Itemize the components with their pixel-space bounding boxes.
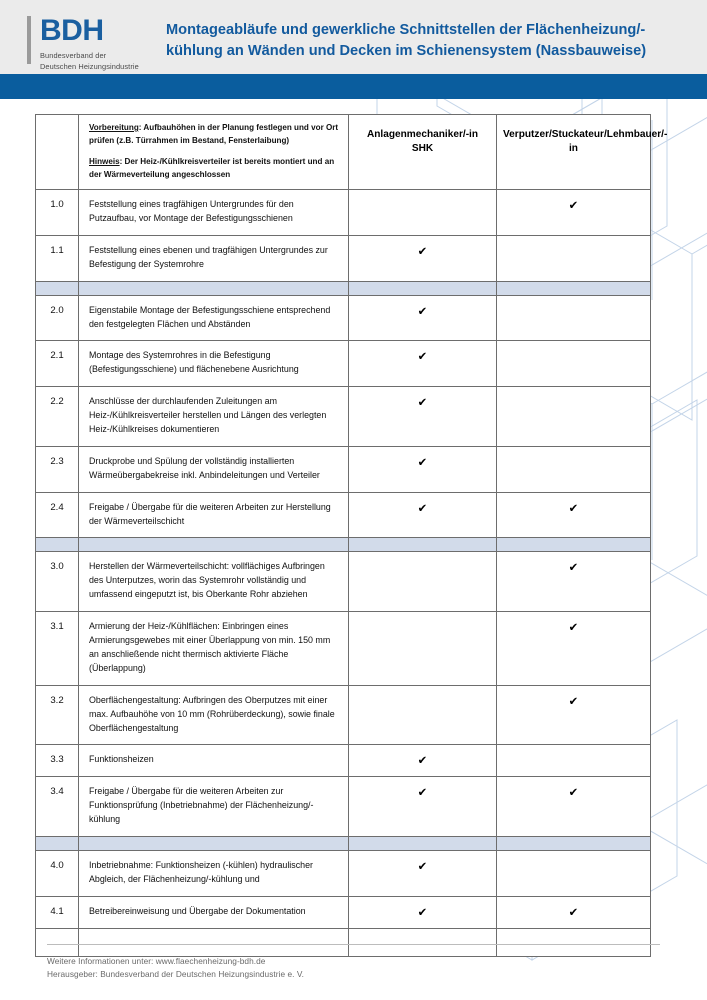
checkmark-shk[interactable]: ✔ [349,446,497,492]
table-row [36,341,651,387]
note-vorbereitung-text: : Aufbauhöhen in der Planung festlegen und vor Ort prüfen (z.B. Türrahmen im Bestand, Fensterlaibung) [89,123,339,145]
logo-accent-bar [27,16,31,64]
separator-cell [349,836,497,850]
header-cell-role-verputzer: Verputzer/Stuckateur/Lehmbauer/-in [497,115,651,190]
row-number: 4.1 [36,896,79,928]
note-hinweis [89,156,340,181]
row-description: Eigenstabile Montage der Befestigungsschiene entsprechend den festgelegten Flächen und Abständen [79,295,349,341]
row-description: Funktionsheizen [79,745,349,777]
checkmark-verputzer[interactable]: ✔ [497,552,651,612]
cell-shk-empty[interactable] [349,190,497,236]
cell-verputzer-empty[interactable] [497,295,651,341]
checkmark-shk[interactable]: ✔ [349,341,497,387]
table-separator-row [36,281,651,295]
checkmark-verputzer[interactable]: ✔ [497,777,651,837]
checkmark-verputzer[interactable]: ✔ [497,492,651,538]
note-vorbereitung-label: Vorbereitung [89,123,139,132]
cell-verputzer-empty[interactable] [497,446,651,492]
table-row [36,295,651,341]
row-description: Druckprobe und Spülung der vollständig installierten Wärmeübergabekreise inkl. Anbindeleitungen und Verteiler [79,446,349,492]
header-cell-note [79,115,349,190]
row-number: 2.1 [36,341,79,387]
table-row [36,685,651,745]
table-row [36,745,651,777]
row-description: Feststellung eines ebenen und tragfähigen Untergrundes zur Befestigung der Systemrohre [79,235,349,281]
cell-verputzer-empty[interactable] [497,850,651,896]
row-number: 3.4 [36,777,79,837]
checkmark-shk[interactable]: ✔ [349,745,497,777]
separator-cell [497,836,651,850]
cell-verputzer-empty[interactable] [497,235,651,281]
row-description: Freigabe / Übergabe für die weiteren Arbeiten zur Funktionsprüfung (Inbetriebnahme) der Flächenheizung/-kühlung [79,777,349,837]
separator-cell [497,538,651,552]
checkmark-verputzer[interactable]: ✔ [497,685,651,745]
checkmark-shk[interactable]: ✔ [349,387,497,447]
row-number: 3.3 [36,745,79,777]
table-row [36,777,651,837]
logo-subtitle-line1: Bundesverband der [40,51,107,60]
table-row [36,850,651,896]
separator-cell [79,836,349,850]
table-separator-row [36,538,651,552]
row-description: Inbetriebnahme: Funktionsheizen (-kühlen) hydraulischer Abgleich, der Flächenheizung/-kühlung und [79,850,349,896]
row-number: 3.0 [36,552,79,612]
header-cell-number [36,115,79,190]
checkmark-verputzer[interactable]: ✔ [497,896,651,928]
separator-cell [497,281,651,295]
row-number: 1.1 [36,235,79,281]
note-hinweis-text: : Der Heiz-/Kühlkreisverteiler ist bereits montiert und an der Wärmeverteilung angeschlossen [89,157,335,179]
footer-publisher-line: Herausgeber: Bundesverband der Deutschen Heizungsindustrie e. V. [47,968,305,979]
checkmark-shk[interactable]: ✔ [349,235,497,281]
checkmark-shk[interactable]: ✔ [349,850,497,896]
footer-divider [47,944,660,945]
row-number: 2.0 [36,295,79,341]
table-header-row [36,115,651,190]
checkmark-verputzer[interactable]: ✔ [497,190,651,236]
checkmark-verputzer[interactable]: ✔ [497,612,651,686]
cell-shk-empty[interactable] [349,612,497,686]
checkmark-shk[interactable]: ✔ [349,777,497,837]
table-row [36,446,651,492]
row-number: 2.4 [36,492,79,538]
footer [47,944,660,980]
workflow-table [35,114,668,957]
note-hinweis-label: Hinweis [89,157,120,167]
table-row [36,235,651,281]
row-number: 3.1 [36,612,79,686]
separator-cell [79,538,349,552]
table-row [36,612,651,686]
page-title: Montageabläufe und gewerkliche Schnittstellen der Flächenheizung/-kühlung an Wänden und Decken im Schienensystem (Nassbauweise) [166,22,647,59]
checkmark-shk[interactable]: ✔ [349,492,497,538]
row-number: 1.0 [36,190,79,236]
row-description: Anschlüsse der durchlaufenden Zuleitungen am Heiz-/Kühlkreisverteiler herstellen und Längen des verlegten Heiz-/Kühlkreises dokumentieren [79,387,349,447]
separator-cell [79,281,349,295]
checkmark-shk[interactable]: ✔ [349,896,497,928]
cell-verputzer-empty[interactable] [497,387,651,447]
row-number: 2.2 [36,387,79,447]
logo-wordmark: BDH [40,14,104,47]
checkmark-shk[interactable]: ✔ [349,295,497,341]
logo-subtitle-line2: Deutschen Heizungsindustrie [40,61,139,71]
footer-website-line: Weitere Informationen unter: www.flaechenheizung-bdh.de [47,956,266,966]
row-description: Montage des Systemrohres in die Befestigung (Befestigungsschiene) und flächenebene Ausrichtung [79,341,349,387]
cell-shk-empty[interactable] [349,552,497,612]
cell-verputzer-empty[interactable] [497,745,651,777]
table-separator-row [36,836,651,850]
header-blue-bar [0,74,707,99]
workflow-table-container [35,114,668,957]
row-number: 4.0 [36,850,79,896]
separator-cell [36,281,79,295]
row-description: Armierung der Heiz-/Kühlflächen: Einbringen eines Armierungsgewebes mit einer Überlappung von min. 150 mm an anschließende nicht thermisch aktivierte Fläche (Überlappung) [79,612,349,686]
table-row [36,387,651,447]
separator-cell [36,836,79,850]
cell-shk-empty[interactable] [349,685,497,745]
header-cell-role-shk: Anlagenmechaniker/-in SHK [349,115,497,190]
row-description: Betreibereinweisung und Übergabe der Dokumentation [79,896,349,928]
note-vorbereitung [89,122,340,147]
row-description: Feststellung eines tragfähigen Untergrundes für den Putzaufbau, vor Montage der Befestigungsschienen [79,190,349,236]
separator-cell [349,538,497,552]
table-row [36,896,651,928]
row-number: 2.3 [36,446,79,492]
row-description: Oberflächengestaltung: Aufbringen des Oberputzes mit einer max. Aufbauhöhe von 10 mm (Rohrüberdeckung), sowie finale Oberflächengestaltung [79,685,349,745]
bdh-logo [27,16,139,72]
table-row [36,190,651,236]
separator-cell [36,538,79,552]
row-description: Herstellen der Wärmeverteilschicht: vollflächiges Aufbringen des Unterputzes, worin das Systemrohr vollständig und umfassend eingeputzt ist, bis Oberkante Rohr abziehen [79,552,349,612]
cell-verputzer-empty[interactable] [497,341,651,387]
row-number: 3.2 [36,685,79,745]
separator-cell [349,281,497,295]
row-description: Freigabe / Übergabe für die weiteren Arbeiten zur Herstellung der Wärmeverteilschicht [79,492,349,538]
table-row [36,552,651,612]
table-row [36,492,651,538]
